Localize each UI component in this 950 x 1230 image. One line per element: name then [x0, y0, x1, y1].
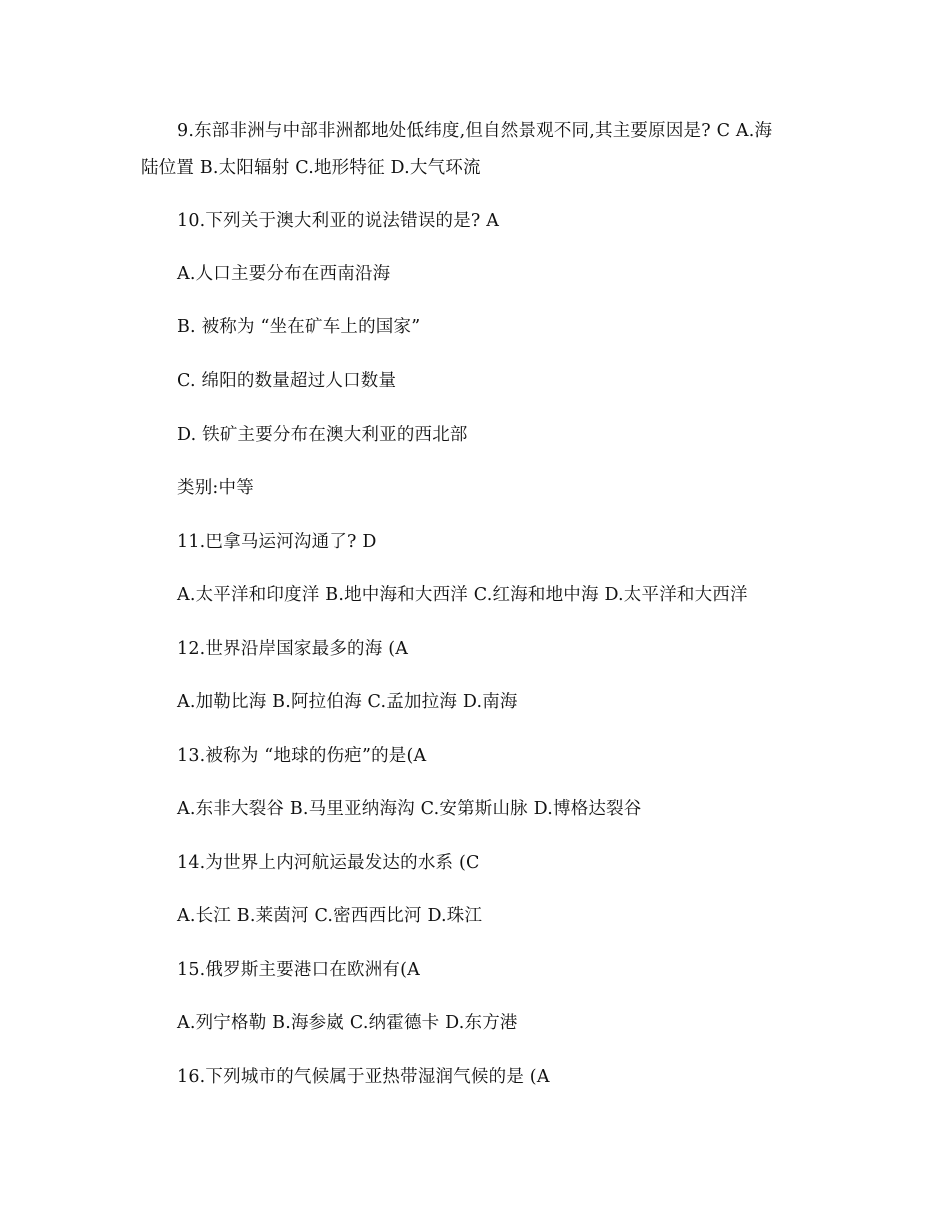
- question-10-option-a: A.人口主要分布在西南沿海: [177, 264, 391, 284]
- question-11-text: 11.巴拿马运河沟通了? D: [177, 532, 377, 552]
- question-14-text: 14.为世界上内河航运最发达的水系 (C: [177, 853, 480, 873]
- question-9-options: 陆位置 B.太阳辐射 C.地形特征 D.大气环流: [141, 158, 481, 178]
- category-label: 类别:中等: [177, 478, 254, 498]
- question-10-option-d: D. 铁矿主要分布在澳大利亚的西北部: [177, 425, 468, 445]
- question-15-text: 15.俄罗斯主要港口在欧洲有(A: [177, 960, 420, 980]
- question-13-options: A.东非大裂谷 B.马里亚纳海沟 C.安第斯山脉 D.博格达裂谷: [177, 799, 642, 819]
- question-9-text: 9.东部非洲与中部非洲都地处低纬度,但自然景观不同,其主要原因是? C A.海: [177, 121, 773, 141]
- question-11-options: A.太平洋和印度洋 B.地中海和大西洋 C.红海和地中海 D.太平洋和大西洋: [177, 585, 748, 605]
- question-12-options: A.加勒比海 B.阿拉伯海 C.孟加拉海 D.南海: [177, 692, 518, 712]
- question-12-text: 12.世界沿岸国家最多的海 (A: [177, 639, 409, 659]
- question-10-option-c: C. 绵阳的数量超过人口数量: [177, 371, 397, 391]
- question-10-text: 10.下列关于澳大利亚的说法错误的是? A: [177, 211, 500, 231]
- question-10-option-b: B. 被称为 “坐在矿车上的国家”: [177, 317, 421, 337]
- question-13-text: 13.被称为 “地球的伤疤”的是(A: [177, 746, 427, 766]
- question-16-text: 16.下列城市的气候属于亚热带湿润气候的是 (A: [177, 1067, 550, 1087]
- question-15-options: A.列宁格勒 B.海参崴 C.纳霍德卡 D.东方港: [177, 1013, 518, 1033]
- question-14-options: A.长江 B.莱茵河 C.密西西比河 D.珠江: [177, 906, 483, 926]
